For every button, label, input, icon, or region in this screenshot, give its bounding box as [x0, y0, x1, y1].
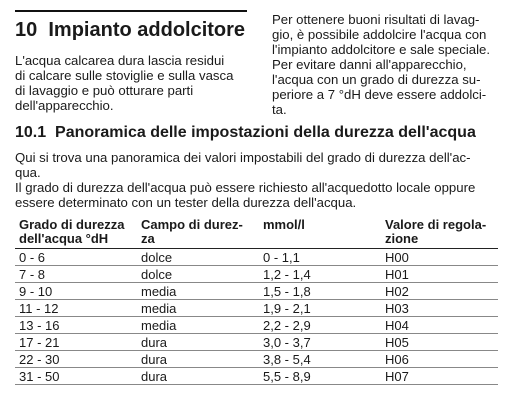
section-heading	[15, 18, 253, 42]
table-cell: 3,8 - 5,4	[259, 351, 381, 368]
intro-right-line: gio, è possibile addolcire l'acqua con	[272, 27, 487, 42]
intro-right-text	[272, 12, 504, 117]
paragraph-line: essere determinato con un tester della durezza dell'acqua.	[15, 195, 357, 210]
intro-right-line: periore a 7 °dH deve essere addolci-	[272, 87, 487, 102]
header-line: zione	[385, 231, 419, 246]
header-line: Grado di durezza	[19, 217, 125, 232]
table-cell: 22 - 30	[15, 351, 137, 368]
intro-right-line: l'impianto addolcitore e sale speciale.	[272, 42, 491, 57]
paragraph	[15, 180, 497, 210]
table-cell: 1,2 - 1,4	[259, 266, 381, 283]
intro-left-line: L'acqua calcarea dura lascia residui	[15, 53, 225, 68]
table-cell: 5,5 - 8,9	[259, 368, 381, 385]
section-rule	[15, 10, 247, 12]
table-cell: H06	[381, 351, 498, 368]
table-cell: 31 - 50	[15, 368, 137, 385]
section-number: 10	[15, 19, 38, 41]
table-row	[15, 351, 498, 368]
table-row	[15, 334, 498, 351]
intro-left-line: dell'apparecchio.	[15, 98, 114, 113]
subsection-title: Panoramica delle impostazioni della durezza dell'acqua	[55, 124, 476, 141]
table-cell: 7 - 8	[15, 266, 137, 283]
table-cell: H05	[381, 334, 498, 351]
intro-right-line: Per ottenere buoni risultati di lavag-	[272, 12, 480, 27]
table-cell: 1,9 - 2,1	[259, 300, 381, 317]
table-cell: H02	[381, 283, 498, 300]
table-cell: media	[137, 300, 259, 317]
header-setting-value	[381, 218, 498, 249]
paragraph-line: qua.	[15, 165, 41, 180]
table-cell: 13 - 16	[15, 317, 137, 334]
table-header-row	[15, 218, 498, 249]
paragraph	[15, 150, 497, 180]
header-line: dell'acqua °dH	[19, 231, 109, 246]
table-cell: H07	[381, 368, 498, 385]
subsection-heading	[15, 123, 476, 143]
header-line: Valore di regola-	[385, 217, 487, 232]
table-row	[15, 368, 498, 385]
intro-right-line: Per evitare danni all'apparecchio,	[272, 57, 467, 72]
table-cell: H03	[381, 300, 498, 317]
subsection-number: 10.1	[15, 124, 47, 141]
table-cell: 3,0 - 3,7	[259, 334, 381, 351]
intro-right-line: ta.	[272, 102, 287, 117]
table-cell: H01	[381, 266, 498, 283]
section-intro-left	[15, 10, 253, 113]
table-cell: H00	[381, 249, 498, 266]
table-row	[15, 300, 498, 317]
subsection-body	[15, 150, 497, 210]
table-cell: 0 - 6	[15, 249, 137, 266]
table-cell: dura	[137, 368, 259, 385]
intro-right-line: l'acqua con un grado di durezza su-	[272, 72, 481, 87]
table-cell: 2,2 - 2,9	[259, 317, 381, 334]
table-row	[15, 317, 498, 334]
table-cell: 1,5 - 1,8	[259, 283, 381, 300]
table-cell: dura	[137, 351, 259, 368]
table-cell: dolce	[137, 249, 259, 266]
table-cell: dolce	[137, 266, 259, 283]
header-hardness-range	[137, 218, 259, 249]
table-cell: dura	[137, 334, 259, 351]
intro-left-line: di calcare sulle stoviglie e sulla vasca	[15, 68, 234, 83]
table-cell: 9 - 10	[15, 283, 137, 300]
header-line: za	[141, 231, 155, 246]
table-cell: 11 - 12	[15, 300, 137, 317]
header-line: Campo di durez-	[141, 217, 243, 232]
table-row	[15, 283, 498, 300]
paragraph-line: Il grado di durezza dell'acqua può essere richiesto all'acquedotto locale oppure	[15, 180, 476, 195]
table-row	[15, 266, 498, 283]
section-title: Impianto addolcitore	[48, 19, 246, 41]
table-cell: 0 - 1,1	[259, 249, 381, 266]
table-cell: H04	[381, 317, 498, 334]
table-row	[15, 249, 498, 266]
hardness-table	[15, 218, 498, 385]
table-cell: media	[137, 317, 259, 334]
table-cell: 17 - 21	[15, 334, 137, 351]
intro-left-text	[15, 53, 253, 113]
header-line: mmol/l	[263, 217, 305, 232]
paragraph-line: Qui si trova una panoramica dei valori impostabili del grado di durezza dell'ac-	[15, 150, 471, 165]
table-cell: media	[137, 283, 259, 300]
header-hardness-degree	[15, 218, 137, 249]
intro-left-line: di lavaggio e può otturare parti	[15, 83, 194, 98]
header-mmol	[259, 218, 381, 249]
